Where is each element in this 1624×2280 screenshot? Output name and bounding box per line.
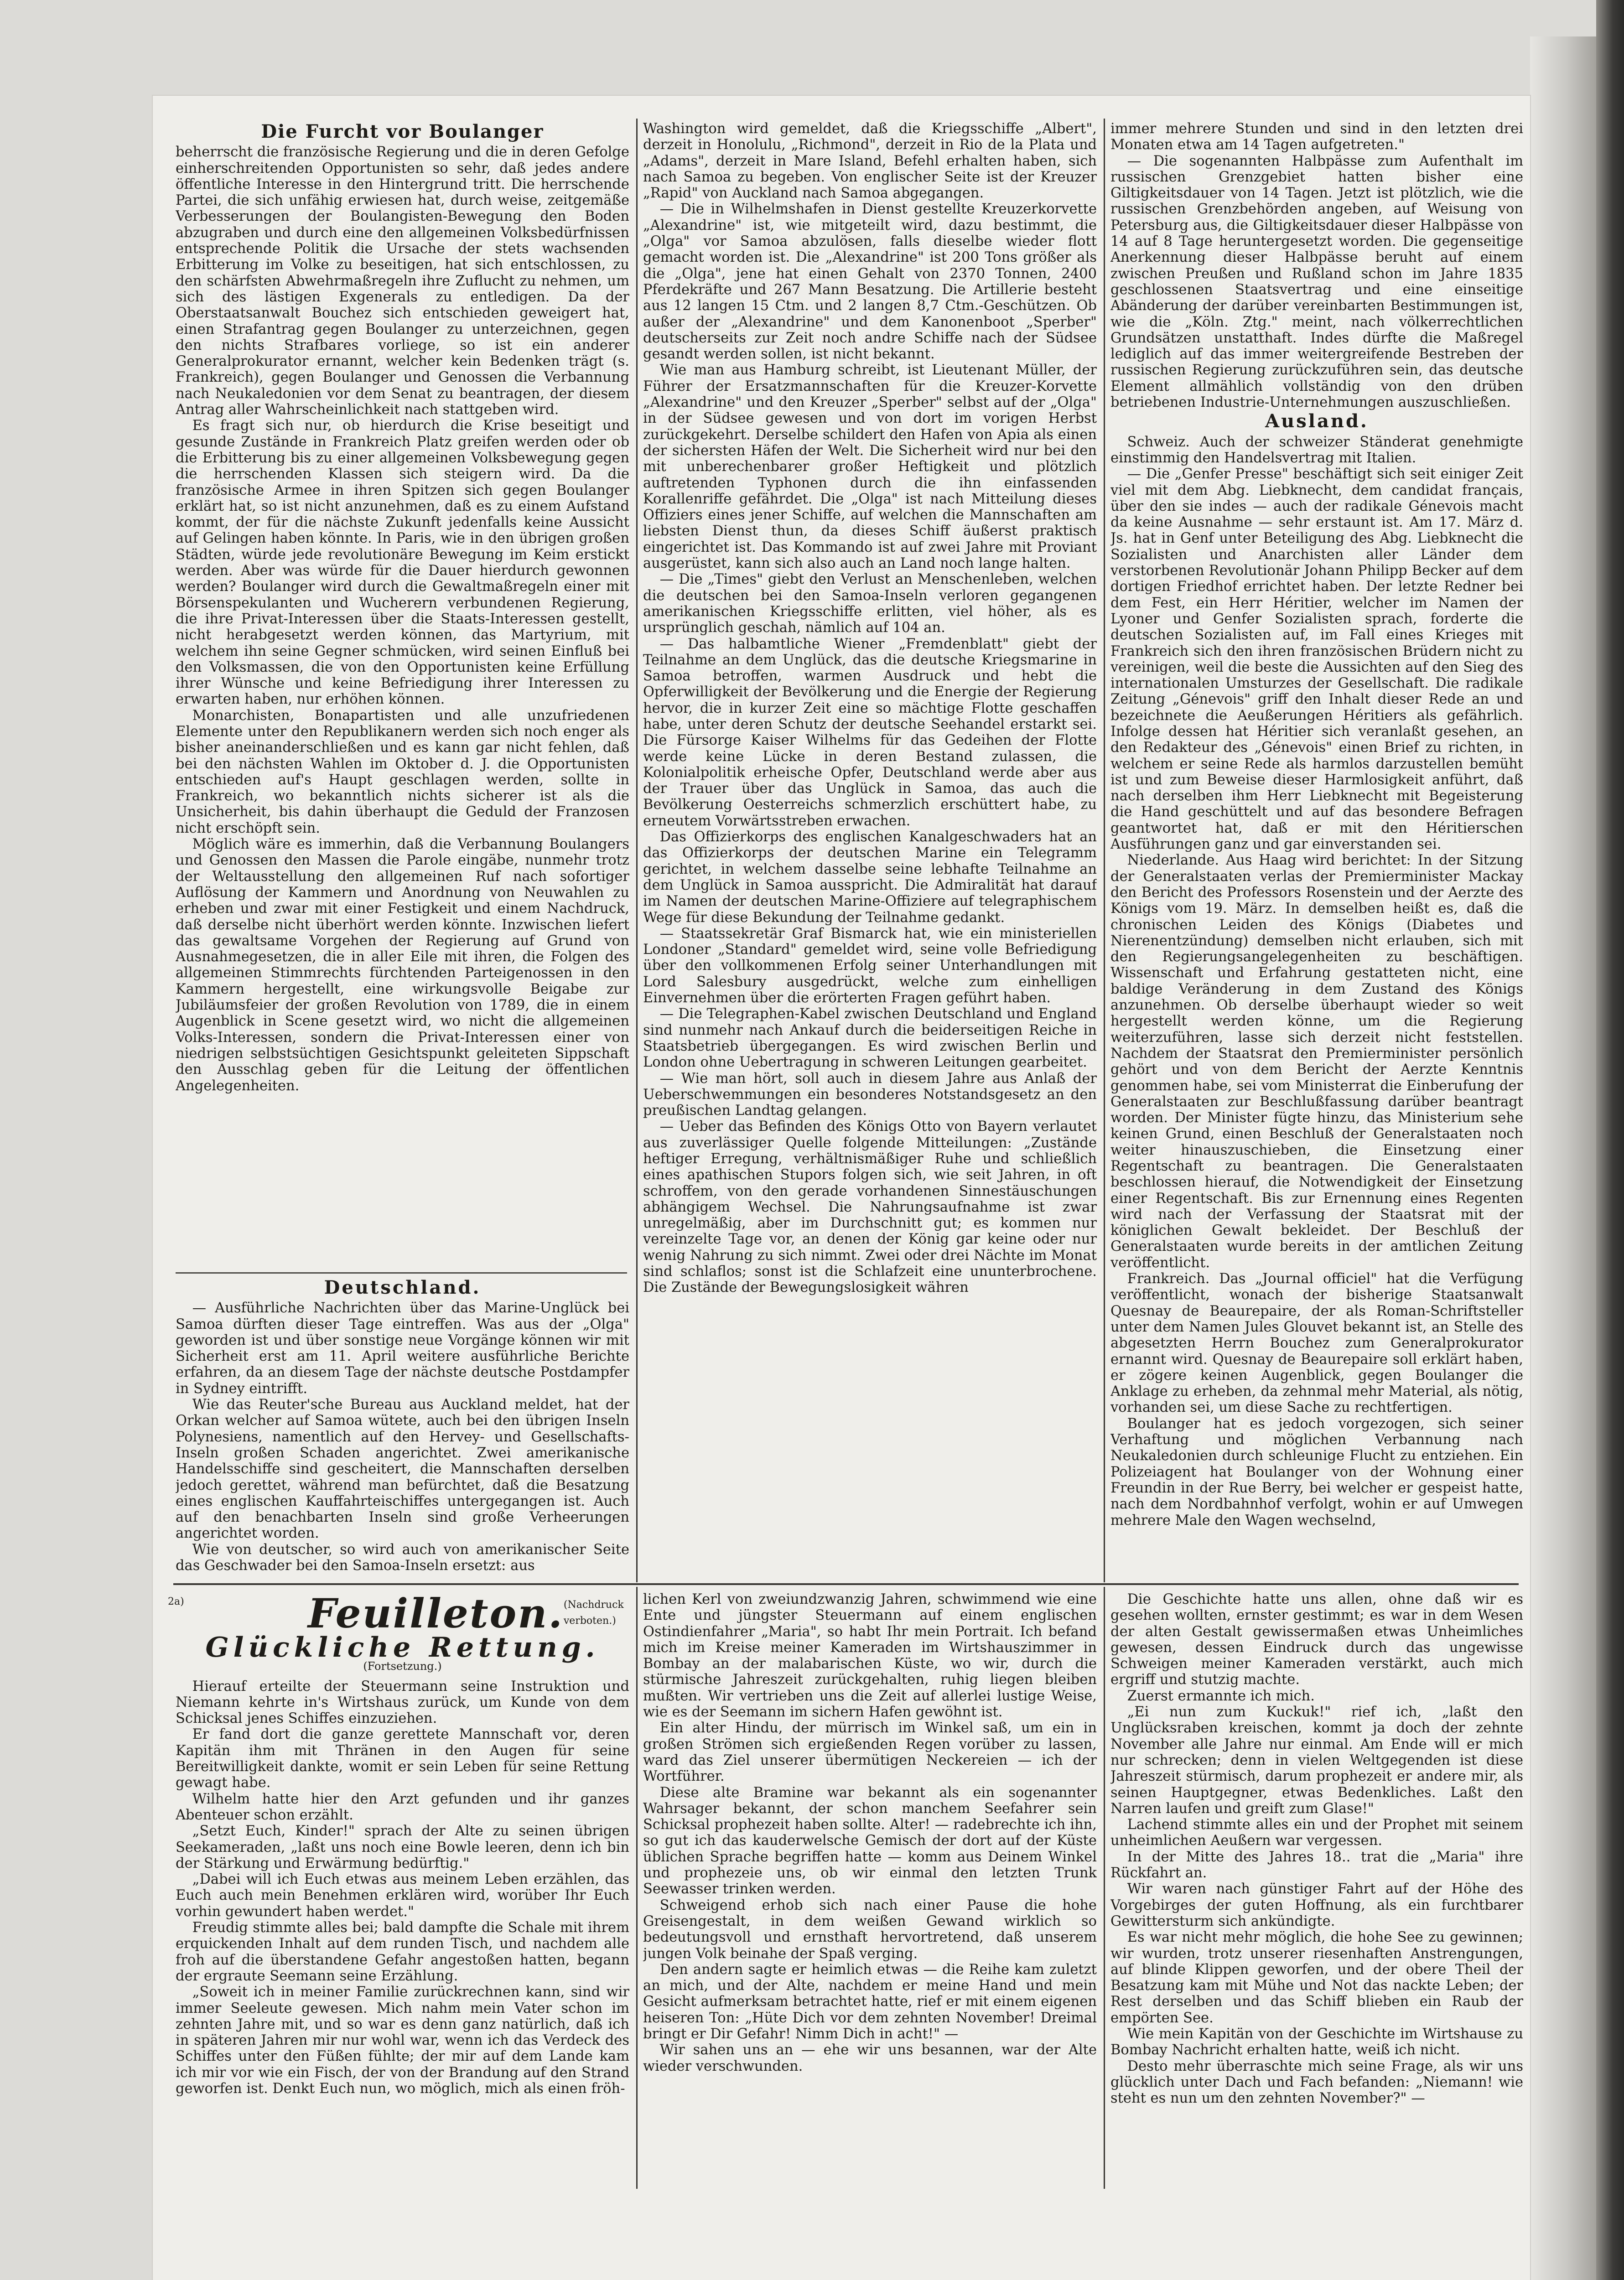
paragraph: „Dabei will ich Euch etwas aus meinem Leben erzählen, das Euch auch mein Benehmen erklären wird, worüber Ihr Euch vorhin gewundert haben werdet."	[176, 1871, 629, 1920]
feuilleton-title: Feuilleton.	[308, 1591, 564, 1637]
deutschland-separator	[176, 1272, 627, 1274]
paragraph: — Die „Times" giebt den Verlust an Menschenleben, welchen die deutschen bei den Samoa-Inseln verloren gegangenen amerikanischen Kriegsschiffe erlitten, viel höher, als es ursprünglich geschah, nämlich auf 104 an.	[643, 571, 1097, 636]
paragraph: Boulanger hat es jedoch vorgezogen, sich seiner Verhaftung und möglichen Verbannung nach Neukaledonien durch schleunige Flucht zu entziehen. Ein Polizeiagent hat Boulanger von der Wohnung einer Freundin in der Rue Berry, bei welcher er gespeist hatte, nach dem Nordbahnhof verfolgt, wohin er auf Umwegen mehrere Male den Wagen wechselnd,	[1110, 1415, 1523, 1529]
paragraph: Lachend stimmte alles ein und der Prophet mit seinem unheimlichen Aeußern war vergessen.	[1110, 1817, 1523, 1849]
paragraph: — Die sogenannten Halbpässe zum Aufenthalt im russischen Grenzgebiet hatten bisher eine Giltigkeitsdauer von 14 Tagen. Jetzt ist plötzlich, wie die russischen Grenzbehörden angeben, auf Weisung von Petersburg aus, die Giltigkeitsdauer dieser Halbpässe von 14 auf 8 Tage heruntergesetzt worden. Die gegenseitige Anerkennung dieser Halbpässe beruht auf einem zwischen Preußen und Rußland schon im Jahre 1835 geschlossenen Staatsvertrag und eine einseitige Abänderung der darüber vereinbarten Bestimmungen ist, wie die „Köln. Ztg." meint, nach völkerrechtlichen Grundsätzen unstatthaft. Indes dürfte die Maßregel lediglich auf das immer weitergreifende Bestreben der russischen Regierung zurückzuführen sein, das deutsche Element allmählich vollständig von den drüben betriebenen Industrie-Unternehmungen auszuschließen.	[1110, 153, 1523, 411]
feuilleton-separator	[173, 1583, 1519, 1585]
paragraph: Schweiz. Auch der schweizer Ständerat genehmigte einstimmig den Handelsvertrag mit Italien.	[1110, 434, 1523, 466]
paragraph: Wir sahen uns an — ehe wir uns besannen, war der Alte wieder verschwunden.	[643, 2042, 1097, 2074]
column-rule-2	[1104, 119, 1105, 1582]
paragraph: Wilhelm hatte hier den Arzt gefunden und ihr ganzes Abenteuer schon erzählt.	[176, 1791, 629, 1823]
paragraph: Es fragt sich nur, ob hierdurch die Krise beseitigt und gesunde Zustände in Frankreich Platz greifen werden oder ob die Erbitterung bis zu einer allgemeinen Volksbewegung gegen die herrschenden Klassen sich steigern wird. Da die französische Armee in ihren Spitzen sich gegen Boulanger erklärt hat, so ist nicht anzunehmen, daß es zu einem Aufstand kommt, der für die nächste Zukunft jedenfalls keine Aussicht auf Gelingen haben könnte. In Paris, wie in den übrigen großen Städten, würde jede revolutionäre Bewegung im Keim erstickt werden. Aber was würde für die Dauer hierdurch gewonnen werden? Boulanger wird durch die Gewaltmaßregeln einer mit Börsenspekulanten und Wucherern verbundenen Regierung, die ihre Privat-Interessen über die Staats-Interessen gestellt, nicht herabgesetzt werden können, das Martyrium, mit welchem ihn seine Gegner schmücken, wird seinen Einfluß bei den Volksmassen, die von den Opportunisten keine Erfüllung ihrer Wünsche und keine Befriedigung ihrer Interessen zu erwarten haben, nur erhöhen können.	[176, 418, 629, 708]
book-edge	[1596, 0, 1624, 2280]
paragraph: — Ueber das Befinden des Königs Otto von Bayern verlautet aus zuverlässiger Quelle folgende Mitteilungen: „Zustände heftiger Erregung, verhältnismäßiger Ruhe und schließlich eines apathischen Stupors folgen sich, wie seit Jahren, in oft schroffem, von den gerade vorhandenen Sinnestäuschungen abhängigem Wechsel. Die Nahrungsaufnahme ist zwar unregelmäßig, aber im Durchschnitt gut; es kommen nur vereinzelte Tage vor, an denen der König gar keine oder nur wenig Nahrung zu sich nimmt. Zwei oder drei Nächte im Monat sind schlaflos; sonst ist die Schlafzeit eine ununterbrochene. Die Zustände der Bewegungslosigkeit währen	[643, 1119, 1097, 1296]
paragraph: Das Offizierkorps des englischen Kanalgeschwaders hat an das Offizierkorps der deutschen Marine ein Telegramm gerichtet, in welchem dasselbe seine lebhafte Teilnahme an dem Unglück in Samoa ausspricht. Die Admiralität hat darauf im Namen der deutschen Marine-Offiziere auf telegraphischem Wege für diese Bekundung der Teilnahme gedankt.	[643, 829, 1097, 926]
feuilleton-rule-1	[636, 1587, 638, 2189]
paragraph: Zuerst ermannte ich mich.	[1127, 1688, 1315, 1704]
paragraph: In der Mitte des Jahres 18.. trat die „Maria" ihre Rückfahrt an.	[1110, 1849, 1523, 1881]
paragraph: — Die in Wilhelmshafen in Dienst gestellte Kreuzerkorvette „Alexandrine" ist, wie mitgeteilt wird, dazu bestimmt, die „Olga" vor Samoa abzulösen, falls dieselbe wieder flott gemacht worden ist. Die „Alexandrine" ist 200 Tons größer als die „Olga", jene hat einen Gehalt von 2370 Tonnen, 2400 Pferdekräfte und 267 Mann Besatzung. Die Artillerie besteht aus 12 langen 15 Ctm. und 2 langen 8,7 Ctm.-Geschützen. Ob außer der „Alexandrine" und dem Kanonenboot „Sperber" deutscherseits zur Zeit noch andre Schiffe nach der Südsee gesandt werden sollen, ist nicht bekannt.	[643, 201, 1097, 363]
paragraph: Wie von deutscher, so wird auch von amerikanischer Seite das Geschwader bei den Samoa-Inseln ersetzt: aus	[176, 1541, 629, 1574]
story-title: Glückliche Rettung.	[205, 1632, 600, 1663]
paragraph: Monarchisten, Bonapartisten und alle unzufriedenen Elemente unter den Republikanern werden sich noch enger als bisher aneinanderschließen und es kann gar nicht fehlen, daß bei den nächsten Wahlen im Oktober d. J. die Opportunisten entschieden auf's Haupt geschlagen werden, sollte in Frankreich, wo bekanntlich nichts sicherer ist als die Unsicherheit, bis dahin überhaupt die Geduld der Franzosen nicht erschöpft sein.	[176, 707, 629, 836]
paragraph: — Wie man hört, soll auch in diesem Jahre aus Anlaß der Ueberschwemmungen ein besonderes Notstandsgesetz an den preußischen Landtag gelangen.	[643, 1070, 1097, 1119]
paragraph: Freudig stimmte alles bei; bald dampfte die Schale mit ihrem erquickenden Inhalt auf dem runden Tisch, und nachdem alle froh auf die überstandene Gefahr angestoßen hatten, begann der ergraute Seemann seine Erzählung.	[176, 1920, 629, 1984]
column-3	[1110, 121, 1523, 1582]
paragraph: Er fand dort die ganze gerettete Mannschaft vor, deren Kapitän ihm mit Thränen in den Augen für seine Bereitwilligkeit dankte, womit er sein Leben für seine Rettung gewagt habe.	[176, 1726, 629, 1791]
paragraph: Desto mehr überraschte mich seine Frage, als wir uns glücklich unter Dach und Fach befanden: „Niemann! wie steht es nun um den zehnten November?" —	[1110, 2058, 1523, 2107]
column-1-deutschland	[176, 1277, 629, 1582]
reprint-note: (Nachdruck verboten.)	[563, 1599, 624, 1627]
column-rule-1	[636, 119, 638, 1582]
paragraph: Ein alter Hindu, der mürrisch im Winkel saß, um ein in großen Strömen sich ergießenden Regen vorüber zu lassen, ward das Ziel unserer übermütigen Neckereien — ich der Wortführer.	[643, 1720, 1097, 1785]
paragraph: Es war nicht mehr möglich, die hohe See zu gewinnen; wir wurden, trotz unserer riesenhaften Anstrengungen, auf blinde Klippen geworfen, und der obere Theil der Besatzung kam mit Mühe und Not das nackte Leben; der Rest derselben und das Schiff blieben ein Raub der empörten See.	[1110, 1929, 1523, 2026]
paragraph: Den andern sagte er heimlich etwas — die Reihe kam zuletzt an mich, und der Alte, nachdem er meine Hand und mein Gesicht aufmerksam betrachtet hatte, rief er mit einem eigenen heiseren Ton: „Hüte Dich vor dem zehnten November! Dreimal bringt er Dir Gefahr! Nimm Dich in acht!" —	[643, 1961, 1097, 2042]
feuilleton-column-2	[643, 1591, 1097, 2189]
corner-mark: 2a)	[168, 1596, 184, 1607]
continuation-note: (Fortsetzung.)	[363, 1660, 442, 1673]
page-gutter	[1530, 36, 1596, 2280]
section-heading-ausland: Ausland.	[1265, 410, 1369, 432]
paragraph: — Die Telegraphen-Kabel zwischen Deutschland und England sind nunmehr nach Ankauf durch die beiderseitigen Reiche in Staatsbetrieb übergegangen. Es wird zwischen Berlin und London ohne Uebertragung in schweren Leitungen gearbeitet.	[643, 1006, 1097, 1071]
paragraph: beherrscht die französische Regierung und die in deren Gefolge einherschreitenden Opportunisten so sehr, daß jedes andere öffentliche Interesse in den Hintergrund tritt. Die herrschende Partei, die sich unfähig erwiesen hat, durch weise, zeitgemäße Verbesserungen der Boulangisten-Bewegung den Boden abzugraben und durch eine den allgemeinen Volksbedürfnissen entsprechende Politik die Ursache der stets wachsenden Erbitterung im Volke zu beseitigen, hat sich entschlossen, zu den schärfsten Abwehrmaßregeln ihre Zuflucht zu nehmen, um sich des lästigen Exgenerals zu entledigen. Da der Oberstaatsanwalt Bouchez sich entschieden geweigert hat, einen Strafantrag gegen Boulanger zu unterzeichnen, gegen den nichts Strafbares vorliege, so ist ein anderer Generalprokurator ernannt, welcher kein Bedenken trägt (s. Frankreich), gegen Boulanger und Genossen die Verbannung nach Neukaledonien vor dem Senat zu beantragen, der diesem Antrag aller Wahrscheinlichkeit nach stattgeben wird.	[176, 144, 629, 418]
feuilleton-column-1	[176, 1591, 629, 2189]
feuilleton-column-3	[1110, 1591, 1523, 2189]
paragraph: Niederlande. Aus Haag wird berichtet: In der Sitzung der Generalstaaten verlas der Premierminister Mackay den Bericht des Professors Rosenstein und der Aerzte des Königs vom 19. März. In demselben heißt es, daß die chronischen Leiden des Königs (Diabetes und Nierenentzündung) demselben nicht erlauben, sich mit den Regierungsangelegenheiten zu beschäftigen. Wissenschaft und Erfahrung gestatteten nicht, eine baldige Veränderung in dem Zustand des Königs anzunehmen. Ob derselbe überhaupt wieder so weit hergestellt werden könne, um die Regierung weiterzuführen, lasse sich derzeit nicht feststellen. Nachdem der Staatsrat den Premierminister persönlich gehört und von dem Bericht der Aerzte Kenntnis genommen habe, sei vom Ministerrat die Einberufung der Generalstaaten zur Beschlußfassung darüber beantragt worden. Der Minister fügte hinzu, das Ministerium sehe keinen Grund, einen Beschluß der Generalstaaten noch weiter hinauszuschieben, die Einsetzung einer Regentschaft zu beantragen. Die Generalstaaten beschlossen hierauf, die Notwendigkeit der Einsetzung einer Regentschaft. Bis zur Ernennung eines Regenten wird nach der Verfassung der Staatsrat mit der königlichen Gewalt bekleidet. Der Beschluß der Generalstaaten wurde bereits in der amtlichen Zeitung veröffentlicht.	[1110, 852, 1523, 1271]
paragraph: Frankreich. Das „Journal officiel" hat die Verfügung veröffentlicht, wonach der bisherige Staatsanwalt Quesnay de Beaurepaire, der als Roman-Schriftsteller unter dem Namen Jules Glouvet bekannt ist, an Stelle des abgesetzten Herrn Bouchez zum Generalprokurator ernannt wird. Quesnay de Beaurepaire soll erklärt haben, er zögere keinen Augenblick, gegen Boulanger die Anklage zu erheben, da zehnmal mehr Material, als nötig, vorhanden sei, um diese Sache zu rechtfertigen.	[1110, 1271, 1523, 1416]
paragraph: — Staatssekretär Graf Bismarck hat, wie ein ministeriellen Londoner „Standard" gemeldet wird, seine volle Befriedigung über den vollkommenen Erfolg seiner Unterhandlungen mit Lord Salesbury ausgedrückt, welche zum einhelligen Einvernehmen über die erörterten Fragen geführt haben.	[643, 925, 1097, 1006]
paragraph: — Das halbamtliche Wiener „Fremdenblatt" giebt der Teilnahme an dem Unglück, das die deutsche Kriegsmarine in Samoa betroffen, warmen Ausdruck und hebt die Opferwilligkeit der Bevölkerung und die Energie der Regierung hervor, die in kurzer Zeit eine so mächtige Flotte geschaffen habe, unter deren Schutz der deutsche Seehandel erstarkt sei. Die Fürsorge Kaiser Wilhelms für das Gedeihen der Flotte werde keine Lücke in deren Bestand zulassen, die Kolonialpolitik erheische Opfer, Deutschland werde aber aus der Trauer über das Unglück in Samoa, das auch die Bevölkerung Oesterreichs schmerzlich erschüttert habe, zu erneutem Vorwärtsstreben erwachen.	[643, 636, 1097, 829]
paragraph: Wie man aus Hamburg schreibt, ist Lieutenant Müller, der Führer der Ersatzmannschaften für die Kreuzer-Korvette „Alexandrine" und den Kreuzer „Sperber" selbst auf der „Olga" in der Südsee gewesen und von dort im vorigen Herbst zurückgekehrt. Derselbe schildert den Hafen von Apia als einen der sichersten Häfen der Welt. Die Sicherheit wird nur bei den mit unberechenbarer großer Heftigkeit und plötzlich auftretenden Typhonen durch die ihn einfassenden Korallenriffe gefährdet. Die „Olga" ist nach Mitteilung dieses Offiziers eines jener Schiffe, auf welchen die Mannschaften am liebsten Dienst thun, da dieses Schiff äußerst praktisch eingerichtet ist. Das Kommando ist auf zwei Jahre mit Proviant ausgerüstet, kann sich also auch an Land noch lange halten.	[643, 362, 1097, 572]
paragraph: — Ausführliche Nachrichten über das Marine-Unglück bei Samoa dürften dieser Tage eintreffen. Was aus der „Olga" geworden ist und über sonstige neue Vorgänge können wir mit Sicherheit erst am 11. April weitere ausführliche Berichte erfahren, da an diesem Tage der nächste deutsche Postdampfer in Sydney eintrifft.	[176, 1300, 629, 1397]
paragraph: „Soweit ich in meiner Familie zurückrechnen kann, sind wir immer Seeleute gewesen. Mich nahm mein Vater schon im zehnten Jahre mit, und so war es denn ganz natürlich, daß ich in späteren Jahren mir nur wohl war, wenn ich das Verdeck des Schiffes unter den Füßen fühlte; der mir auf dem Lande kam ich mir vor wie ein Fisch, der von der Brandung auf den Strand geworfen ist. Denkt Euch nun, wo möglich, mich als einen fröh-	[176, 1984, 629, 2097]
paragraph: lichen Kerl von zweiundzwanzig Jahren, schwimmend wie eine Ente und jüngster Steuermann auf einem englischen Ostindienfahrer „Maria", so habt Ihr mein Portrait. Ich befand mich im Kreise meiner Kameraden im Wirtshauszimmer in Bombay an der malabarischen Küste, wo wir, durch die stürmische Jahreszeit zurückgehalten, ruhig liegen bleiben mußten. Wir vertrieben uns die Zeit auf allerlei lustige Weise, wie es der Seemann im sichern Hafen gewöhnt ist.	[643, 1591, 1097, 1720]
section-heading-deutschland: Deutschland.	[324, 1277, 481, 1298]
paragraph: — Die „Genfer Presse" beschäftigt sich seit einiger Zeit viel mit dem Abg. Liebknecht, dem candidat français, über den sie indes — auch der radikale Génevois macht da keine Ausnahme — sehr erstaunt ist. Am 17. März d. Js. hat in Genf unter Beteiligung des Abg. Liebknecht die Sozialisten und Anarchisten aller Länder dem verstorbenen Revolutionär Johann Philipp Becker auf dem dortigen Friedhof errichtet haben. Der letzte Redner bei dem Fest, ein Herr Héritier, welcher im Namen der Lyoner und Genfer Sozialisten sprach, forderte die deutschen Sozialisten auf, im Fall eines Krieges mit Frankreich sich den ihren französischen Brüdern nicht zu vereinigen, weil die beste die Aussichten auf den Sieg des internationalen Umsturzes der Gesellschaft. Die radikale Zeitung „Génevois" griff den Inhalt dieser Rede an und bezeichnete die Aeußerungen Héritiers als gefährlich. Infolge dessen hat Héritier sich veranlaßt gesehen, an den Redakteur des „Génevois" einen Brief zu richten, in welchem er seine Rede als harmlos darzustellen bemüht ist und zum Beweise dieser Harmlosigkeit anführt, daß nach derselben ihm Herr Liebknecht mit Begeisterung die Hand geschüttelt und auf das besondere Befragen geantwortet hat, daß er mit den Héritierschen Ausführungen ganz und gar einverstanden sei.	[1110, 466, 1523, 853]
paragraph: Diese alte Bramine war bekannt als ein sogenannter Wahrsager bekannt, der schon manchem Seefahrer sein Schicksal prophezeit haben sollte. Alter! — radebrechte ich ihn, so gut ich das kauderwelsche Gemisch der dort auf der Küste üblichen Sprache begriffen hatte — komm aus Deinem Winkel und prophezeie uns, ob wir einmal den letzten Trunk Seewasser trinken werden.	[643, 1784, 1097, 1897]
paragraph: „Setzt Euch, Kinder!" sprach der Alte zu seinen übrigen Seekameraden, „laßt uns noch eine Bowle leeren, denn ich bin der Stärkung und Erwärmung bedürftig."	[176, 1823, 629, 1871]
article-heading-boulanger: Die Furcht vor Boulanger	[261, 121, 544, 142]
paragraph: Schweigend erhob sich nach einer Pause die hohe Greisengestalt, in dem weißen Gewand wirklich so bedeutungsvoll und ernsthaft hervortretend, daß unserem jungen Volk beinahe der Spaß verging.	[643, 1897, 1097, 1962]
column-2	[643, 121, 1097, 1582]
paragraph: „Ei nun zum Kuckuk!" rief ich, „laßt den Unglücksraben kreischen, kommt ja doch der zehnte November alle Jahre nur einmal. Am Ende will er mich nur schrecken; denn in vielen Weltgegenden ist diese Jahreszeit stürmisch, darum prophezeit er andere mir, als seinen Hauptgegner, etwas Bedenkliches. Laßt den Narren laufen und greift zum Glase!"	[1110, 1704, 1523, 1817]
feuilleton-rule-2	[1104, 1587, 1105, 2189]
paragraph: Die Geschichte hatte uns allen, ohne daß wir es gesehen wollten, ernster gestimmt; es war in dem Wesen der alten Gestalt gewissermaßen etwas Unheimliches gewesen, dessen Eindruck durch das ungewisse Schweigen meiner Kameraden verstärkt, auch mich ergriff und stutzig machte.	[1110, 1591, 1523, 1688]
paragraph: immer mehrere Stunden und sind in den letzten drei Monaten etwa am 14 Tagen aufgetreten."	[1110, 121, 1523, 153]
paragraph: Wir waren nach günstiger Fahrt auf der Höhe des Vorgebirges der guten Hoffnung, als ein furchtbarer Gewittersturm sich ankündigte.	[1110, 1881, 1523, 1929]
paragraph: Wie das Reuter'sche Bureau aus Auckland meldet, hat der Orkan welcher auf Samoa wütete, auch bei den übrigen Inseln Polynesiens, namentlich auf den Hervey- und Gesellschafts-Inseln großen Schaden angerichtet. Zwei amerikanische Handelsschiffe sind gescheitert, die Mannschaften derselben jedoch gerettet, während man befürchtet, daß die Besatzung eines englischen Kauffahrteischiffes untergegangen ist. Auch auf den benachbarten Inseln sind große Verheerungen angerichtet worden.	[176, 1397, 629, 1542]
paragraph: Wie mein Kapitän von der Geschichte im Wirtshause zu Bombay Nachricht erhalten hatte, weiß ich nicht.	[1110, 2026, 1523, 2058]
paragraph: Hierauf erteilte der Steuermann seine Instruktion und Niemann kehrte in's Wirtshaus zurück, um Kunde von dem Schicksal jenes Schiffes einzuziehen.	[176, 1678, 629, 1727]
column-1	[176, 121, 629, 1265]
paragraph: Washington wird gemeldet, daß die Kriegsschiffe „Albert", derzeit in Honolulu, „Richmond", derzeit in Rio de la Plata und „Adams", derzeit in Mare Island, Befehl erhalten haben, sich nach Samoa zu begeben. Von englischer Seite ist der Kreuzer „Rapid" von Auckland nach Samoa abgegangen.	[643, 121, 1097, 202]
paragraph: Möglich wäre es immerhin, daß die Verbannung Boulangers und Genossen den Massen die Parole eingäbe, nunmehr trotz der Weltausstellung den allgemeinen Ruf nach sofortiger Auflösung der Kammern und Anordnung von Neuwahlen zu erheben und zwar mit einer Festigkeit und einem Nachdruck, daß derselbe nicht überhört werden könnte. Inzwischen liefert das gewaltsame Vorgehen der Regierung auf Grund von Ausnahmegesetzen, die in aller Eile mit ihren, die Folgen des allgemeinen Stimmrechts fürchtenden Parteigenossen in den Kammern hergestellt, eine wirkungsvolle Beigabe zur Jubiläumsfeier der großen Revolution von 1789, die in einem Augenblick in Scene gesetzt wird, wo nicht die allgemeinen Volks-Interessen, sondern die Privat-Interessen einer von niedrigen selbstsüchtigen Gesichtspunkt geleiteten Sippschaft den Ausschlag geben für die Leitung der öffentlichen Angelegenheiten.	[176, 836, 629, 1094]
